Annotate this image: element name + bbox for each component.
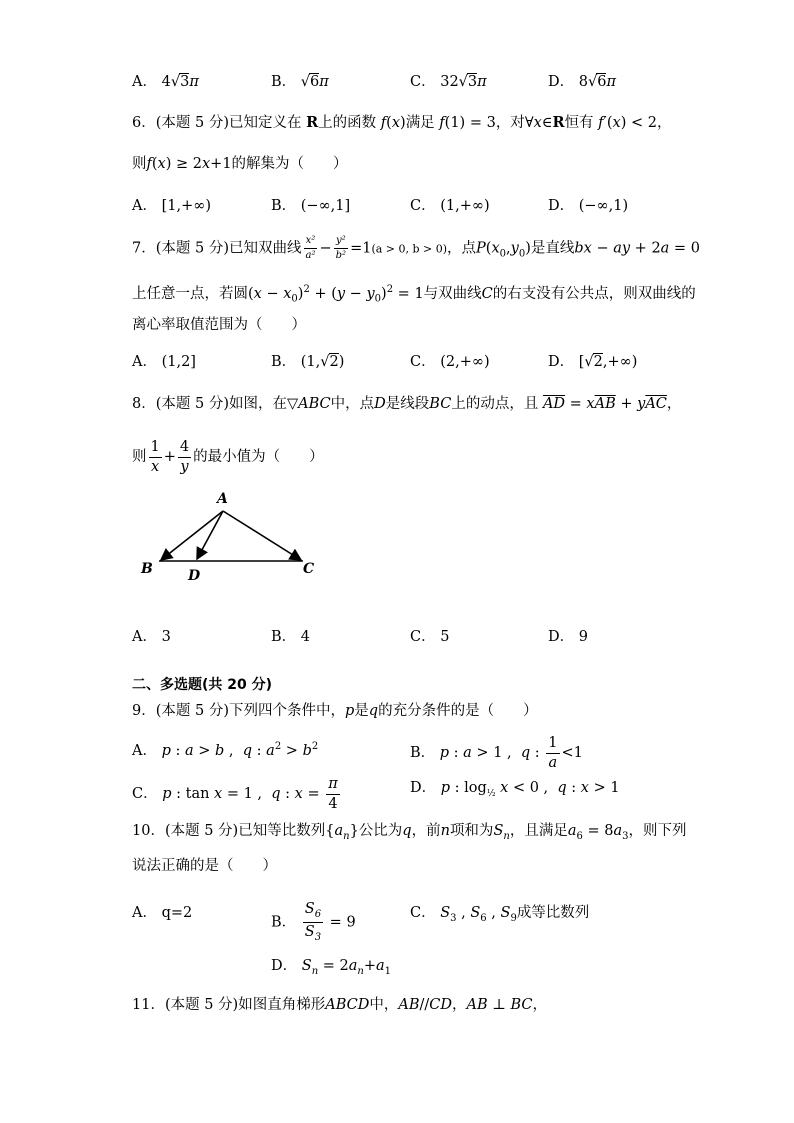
vector-ab xyxy=(161,511,223,560)
q7-stem: 7．(本题 5 分)已知双曲线 $\frac{\text{x²}}{\text{a²}}$ − $\frac{\text{y²}}{\text{b²}}$ =1(a > 0, b > 0)，点$P(x_0,y_0)$是直线bx − ay + 2a = 0 xyxy=(132,235,700,261)
q5-option-c: C． 32√3π xyxy=(410,74,487,90)
label-a: A xyxy=(217,491,228,507)
vector-ac xyxy=(223,511,301,560)
q8-option-d: D． 9 xyxy=(548,629,588,645)
q9-option-d: D． p : $\log_{\frac{1}{2}} x < 0$ , q : x > 1 xyxy=(410,780,620,799)
q10-stem: 10．(本题 5 分)已知等比数列$\{a_n\}$公比为q，前n项和为$S_n$，且满足$a_6 = 8a_3$，则下列 xyxy=(132,823,687,842)
q8-option-c: C． 5 xyxy=(410,629,450,645)
label-d: D xyxy=(188,568,201,584)
q7-option-a: A． (1,2] xyxy=(132,354,196,370)
q9-option-b: B． p : a > 1 , q : $\frac{1}{a}$ <1 xyxy=(410,735,583,771)
q8-stem: 8．(本题 5 分)如图，在▽ABC中，点D是线段BC上的动点，且 $\overline{AD} = x\overline{AB} + y\overline{AC}$， xyxy=(132,396,682,412)
q10-option-c: C． $S_3$ , $S_6$ , $S_9$成等比数列 xyxy=(410,905,590,924)
q5-option-b: B． √6π xyxy=(271,74,329,90)
q10-option-d: D． $S_n = 2a_n+a_1$ xyxy=(271,958,392,977)
q6-stem: 6．(本题 5 分)已知定义在 R上的函数 f(x)满足 f(1) = 3，对∀x∈R恒有 f′(x) < 2， xyxy=(132,114,672,131)
label-b: B xyxy=(141,561,153,577)
q6-option-b: B． (−∞,1] xyxy=(271,198,351,214)
label-c: C xyxy=(303,561,315,577)
q9-stem: 9．(本题 5 分)下列四个条件中，p是q的充分条件的是（ ） xyxy=(132,703,538,719)
q6-option-a: A． [1,+∞) xyxy=(132,198,211,214)
q8-stem-line2: 则 $\frac{1}{x}$ + $\frac{4}{y}$ 的最小值为（ ） xyxy=(132,439,324,475)
q7-stem-line2: 上任意一点，若圆$(x - x_0)^2 + (y - y_0)^2 = 1$与双曲线C的右支没有公共点，则双曲线的 xyxy=(132,284,696,305)
q11-stem: 11．(本题 5 分)如图直角梯形ABCD中，AB//CD，AB ⊥ BC， xyxy=(132,997,548,1013)
q6-option-c: C． (1,+∞) xyxy=(410,198,490,214)
q7-stem-line3: 离心率取值范围为（ ） xyxy=(132,317,306,333)
q5-option-d: D． 8√6π xyxy=(548,74,616,90)
q9-option-c: C． p : tan x = 1 , q : x = $\frac{\pi}{4}$ xyxy=(132,776,338,812)
q10-option-b: B． $\frac{S_6}{S_3}$ = 9 xyxy=(271,901,356,943)
q6-option-d: D． (−∞,1) xyxy=(548,198,629,214)
q7-option-d: D． [√2,+∞) xyxy=(548,354,638,370)
section-title-multiple-choice: 二、多选题(共 20 分) xyxy=(132,677,273,693)
q10-stem-line2: 说法正确的是（ ） xyxy=(132,858,277,874)
q7-option-c: C． (2,+∞) xyxy=(410,354,490,370)
q8-option-b: B． 4 xyxy=(271,629,310,645)
q9-option-a: A． p : a > b , q : $a^2 > b^2$ xyxy=(132,741,319,759)
q6-stem-line2: 则f(x) ≥ 2x+1的解集为（ ） xyxy=(132,156,348,172)
q8-option-a: A． 3 xyxy=(132,629,171,645)
q7-option-b: B． (1,√2) xyxy=(271,354,345,370)
q5-option-a: A． 4√3π xyxy=(132,74,199,90)
q10-option-a: A． q=2 xyxy=(132,905,193,921)
q8-triangle-figure xyxy=(135,485,325,585)
vector-ad xyxy=(197,511,223,559)
